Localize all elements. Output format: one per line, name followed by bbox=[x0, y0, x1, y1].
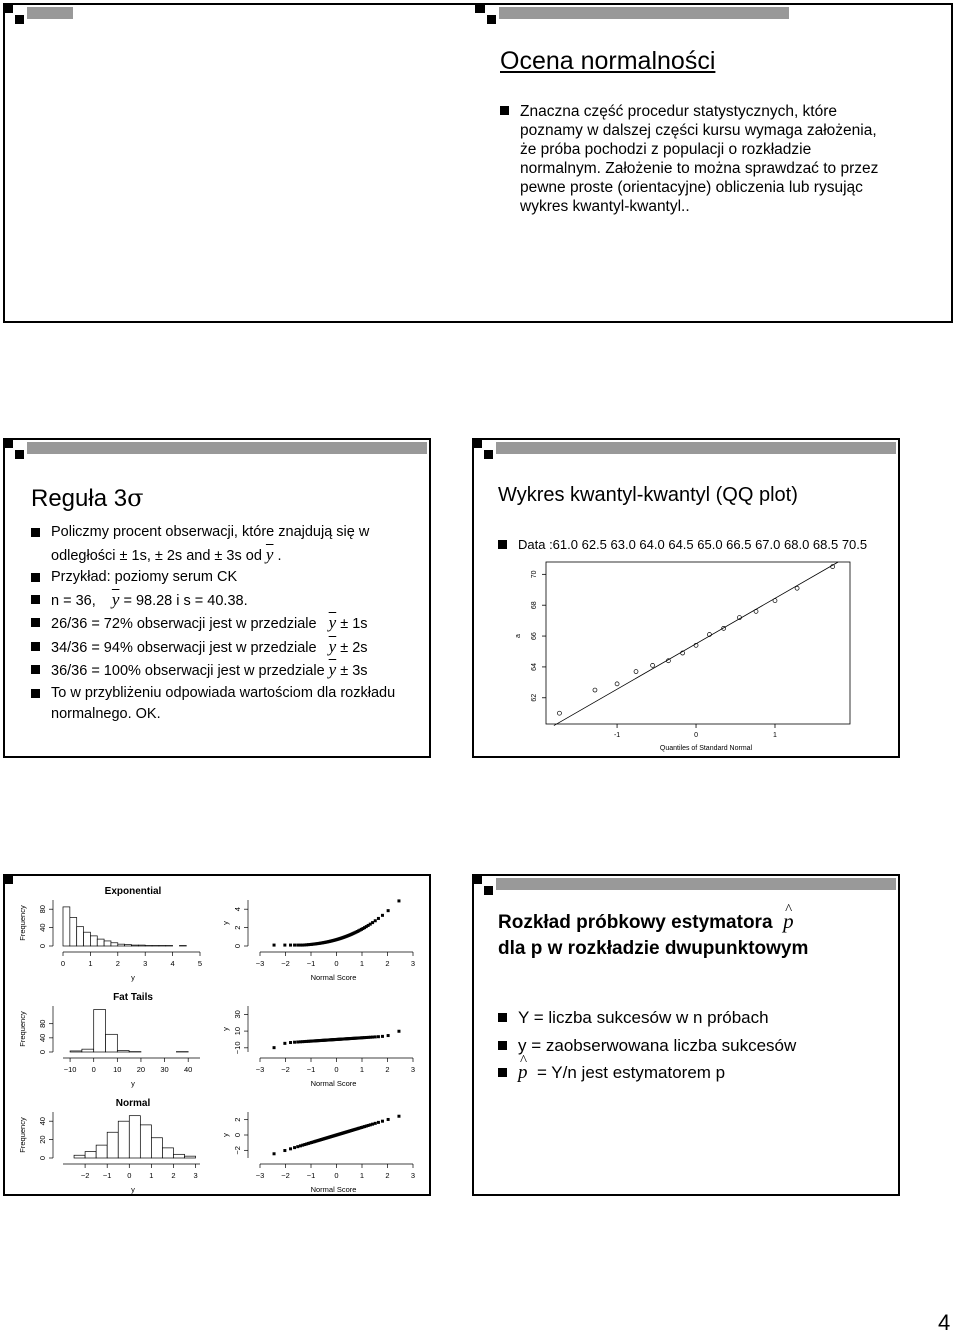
histogram-bar bbox=[84, 932, 91, 946]
x-axis-label: y bbox=[131, 1079, 135, 1088]
y-bar-symbol: $\overline{y}$ bbox=[328, 636, 337, 656]
y-axis-label: Frequency bbox=[18, 1011, 27, 1047]
slide-title: Ocena normalności bbox=[500, 47, 716, 75]
data-point bbox=[289, 1147, 292, 1150]
y-tick-label: 0 bbox=[38, 1155, 47, 1161]
x-axis-label: Normal Score bbox=[310, 1185, 357, 1194]
item-text: n = 36, bbox=[51, 592, 96, 609]
y-axis-label: Frequency bbox=[18, 1117, 27, 1153]
y-tick-label: 66 bbox=[531, 632, 538, 640]
y-tick-label: 0 bbox=[38, 943, 47, 949]
histogram-bar bbox=[85, 1152, 96, 1158]
list-item bbox=[31, 612, 421, 636]
y-tick-label: 20 bbox=[38, 1135, 47, 1144]
x-tick-label: −1 bbox=[306, 1065, 316, 1074]
histogram-bar bbox=[77, 927, 84, 946]
bullet-list bbox=[500, 102, 880, 216]
data-point bbox=[377, 917, 380, 920]
item-text: ± 1s bbox=[340, 616, 368, 632]
y-tick-label: 64 bbox=[531, 663, 538, 671]
slide-corner-decoration bbox=[475, 3, 545, 29]
x-tick-label: -1 bbox=[613, 732, 621, 739]
data-point bbox=[377, 1035, 380, 1038]
y-tick-label: −2 bbox=[233, 1146, 242, 1155]
y-tick-label: 80 bbox=[38, 1019, 47, 1028]
list-item: To w przybliżeniu odpowiada wartościom dla rozkładu normalnego. OK. bbox=[31, 683, 421, 726]
slide-5 bbox=[472, 874, 900, 1196]
histogram-bar bbox=[140, 1125, 151, 1158]
x-axis-label: Normal Score bbox=[310, 1079, 357, 1088]
x-tick-label: −3 bbox=[255, 1171, 265, 1180]
y-tick-label: 40 bbox=[38, 1033, 47, 1043]
y-tick-label: 10 bbox=[233, 1026, 242, 1036]
slide-corner-decoration bbox=[3, 3, 73, 29]
histogram-bar bbox=[118, 1121, 129, 1158]
list-item bbox=[31, 589, 421, 613]
histogram-bar bbox=[63, 907, 70, 946]
bullet-list bbox=[31, 522, 421, 726]
distribution-plots bbox=[5, 876, 429, 1194]
data-point bbox=[371, 1036, 374, 1039]
x-tick-label: −2 bbox=[281, 1171, 290, 1180]
data-point bbox=[381, 1035, 384, 1038]
data-point bbox=[273, 1152, 276, 1155]
x-tick-label: −1 bbox=[306, 959, 316, 968]
histogram-bar bbox=[129, 1116, 140, 1158]
histogram-bar bbox=[125, 945, 132, 946]
item-text: Policzmy procent obserwacji, które znajdują się w odległości ± 1s, ± 2s and ± 3s od bbox=[51, 524, 370, 564]
title-text: Reguła 3 bbox=[31, 485, 128, 512]
data-point bbox=[381, 914, 384, 917]
histogram-bar bbox=[82, 1049, 94, 1052]
qq-plot bbox=[514, 554, 864, 754]
slide-distribution-plots bbox=[3, 874, 431, 1196]
y-tick-label: 2 bbox=[233, 1117, 242, 1122]
data-point bbox=[387, 1034, 390, 1037]
slide-corner-decoration bbox=[3, 438, 73, 464]
item-text: 36/36 = 100% obserwacji jest w przedziale bbox=[51, 663, 325, 679]
data-point bbox=[296, 944, 299, 947]
x-tick-label: 4 bbox=[170, 959, 175, 968]
item-text: ± 3s bbox=[340, 663, 368, 679]
data-point bbox=[634, 670, 638, 674]
item-text: 34/36 = 94% obserwacji jest w przedziale bbox=[51, 639, 317, 656]
histogram-bar bbox=[132, 945, 139, 946]
page-number: 4 bbox=[938, 1310, 951, 1335]
item-text: 26/36 = 72% obserwacji jest w przedziale bbox=[51, 616, 317, 632]
list-item bbox=[31, 522, 421, 567]
y-tick-label: 68 bbox=[531, 601, 538, 610]
x-tick-label: 1 bbox=[773, 732, 777, 739]
list-item bbox=[31, 659, 421, 683]
list-item: Data :61.0 62.5 63.0 64.0 64.5 65.0 66.5 67.0 68.0 68.5 70.5 bbox=[498, 536, 878, 554]
data-point bbox=[377, 1121, 380, 1124]
histogram-bar bbox=[117, 1051, 129, 1052]
x-tick-label: 1 bbox=[359, 1065, 365, 1074]
x-tick-label: −2 bbox=[80, 1171, 90, 1180]
data-point bbox=[557, 711, 561, 715]
data-point bbox=[615, 682, 619, 686]
data-point bbox=[374, 1122, 377, 1125]
histogram-bar bbox=[173, 1154, 184, 1158]
y-tick-label: 70 bbox=[531, 570, 538, 579]
data-point bbox=[283, 944, 286, 947]
y-bar-symbol: $\overline{y}$ bbox=[111, 589, 120, 609]
p-hat-symbol: p ^ bbox=[518, 1059, 528, 1087]
data-point bbox=[293, 944, 296, 947]
data-point bbox=[397, 899, 400, 902]
data-point bbox=[289, 1041, 292, 1044]
y-axis-label: y bbox=[221, 921, 230, 925]
y-tick-label: −10 bbox=[233, 1041, 242, 1055]
x-tick-label: 3 bbox=[143, 959, 148, 968]
histogram-title: Fat Tails bbox=[113, 992, 153, 1003]
y-axis-label: y bbox=[221, 1027, 230, 1031]
y-tick-label: 30 bbox=[233, 1010, 242, 1019]
y-tick-label: 80 bbox=[38, 905, 47, 914]
x-tick-label: 0 bbox=[60, 959, 66, 968]
slide-title bbox=[31, 484, 143, 513]
data-point bbox=[795, 586, 799, 590]
x-tick-label: 0 bbox=[127, 1171, 132, 1180]
title-line-2: dla p w rozkładzie dwupunktowym bbox=[498, 938, 809, 959]
x-axis-label: Normal Score bbox=[310, 973, 357, 982]
distribution-row bbox=[18, 992, 415, 1088]
distribution-row bbox=[18, 1098, 415, 1194]
x-tick-label: 0 bbox=[334, 1065, 339, 1074]
x-tick-label: 0 bbox=[334, 959, 339, 968]
x-tick-label: −2 bbox=[281, 1065, 290, 1074]
data-point bbox=[371, 1123, 374, 1126]
x-tick-label: 1 bbox=[88, 959, 93, 968]
histogram-bar bbox=[111, 943, 118, 946]
slide-3 bbox=[3, 438, 431, 758]
data-point bbox=[773, 599, 777, 603]
histogram-bar bbox=[118, 944, 125, 946]
histogram-bar bbox=[151, 1138, 162, 1158]
histogram-bar bbox=[96, 1145, 107, 1158]
x-axis-label: y bbox=[131, 973, 135, 982]
histogram-bar bbox=[70, 917, 77, 946]
x-tick-label: 10 bbox=[113, 1065, 122, 1074]
y-tick-label: 0 bbox=[38, 1049, 47, 1055]
y-tick-label: 4 bbox=[233, 907, 242, 912]
slide-corner-decoration bbox=[472, 874, 542, 900]
y-tick-label: 62 bbox=[531, 693, 538, 702]
data-point bbox=[374, 919, 377, 922]
x-tick-label: 30 bbox=[160, 1065, 169, 1074]
x-tick-label: 3 bbox=[410, 1171, 416, 1180]
data-point bbox=[273, 944, 276, 947]
list-item bbox=[31, 636, 421, 660]
x-tick-label: −1 bbox=[102, 1171, 112, 1180]
histogram-title: Normal bbox=[115, 1098, 151, 1109]
bullet-list bbox=[498, 1004, 888, 1087]
x-tick-label: 2 bbox=[385, 1171, 390, 1180]
distribution-row bbox=[18, 886, 415, 982]
x-tick-label: 1 bbox=[359, 1171, 365, 1180]
y-axis-label: a bbox=[515, 634, 522, 638]
x-tick-label: 3 bbox=[410, 1065, 416, 1074]
item-text: ± 2s bbox=[340, 639, 368, 656]
data-point bbox=[273, 1046, 276, 1049]
data-point bbox=[371, 921, 374, 924]
data-point bbox=[397, 1030, 400, 1033]
data-point bbox=[283, 1149, 286, 1152]
histogram-bar bbox=[138, 945, 145, 946]
x-tick-label: −3 bbox=[255, 959, 265, 968]
y-bar-symbol: $\overline{y}$ bbox=[328, 660, 337, 679]
x-tick-label: −1 bbox=[306, 1171, 316, 1180]
histogram-bar bbox=[74, 1155, 85, 1158]
x-tick-label: 2 bbox=[385, 1065, 390, 1074]
y-bar-symbol: $\overline{y}$ bbox=[328, 613, 337, 632]
list-item: Znaczna część procedur statystycznych, które poznamy w dalszej części kursu wymaga założenia, że próba pochodzi z populacji o rozkładzie normalnym. Założenie to można sprawdzać to przez pewne proste (orientacyjne) obliczenia lub rysując wykres kwantyl-kwantyl.. bbox=[500, 102, 880, 216]
x-tick-label: 0 bbox=[334, 1171, 339, 1180]
x-tick-label: 1 bbox=[359, 959, 365, 968]
x-tick-label: −2 bbox=[281, 959, 290, 968]
x-tick-label: 40 bbox=[184, 1065, 193, 1074]
data-point bbox=[289, 944, 292, 947]
title-line-1: Rozkład próbkowy estymatora bbox=[498, 912, 773, 933]
slide-title bbox=[498, 908, 808, 962]
slide-title: Wykres kwantyl-kwantyl (QQ plot) bbox=[498, 484, 798, 506]
histogram-bar bbox=[104, 941, 111, 946]
y-tick-label: 0 bbox=[233, 943, 242, 949]
data-point bbox=[381, 1120, 384, 1123]
data-point bbox=[374, 1035, 377, 1038]
x-tick-label: −10 bbox=[63, 1065, 77, 1074]
x-tick-label: 2 bbox=[385, 959, 390, 968]
data-point bbox=[387, 1118, 390, 1121]
item-text: = Y/n jest estymatorem p bbox=[536, 1063, 726, 1082]
y-bar-symbol: $\overline{y}$ bbox=[265, 544, 274, 564]
data-point bbox=[651, 663, 655, 667]
list-item: Przykład: poziomy serum CK bbox=[31, 567, 421, 589]
slide-1 bbox=[3, 3, 953, 323]
histogram-bar bbox=[97, 939, 104, 946]
data-point bbox=[296, 1040, 299, 1043]
data-point bbox=[593, 688, 597, 692]
x-axis-label: Quantiles of Standard Normal bbox=[659, 745, 753, 752]
data-point bbox=[283, 1042, 286, 1045]
slide-corner-decoration bbox=[472, 438, 542, 464]
x-tick-label: −3 bbox=[255, 1065, 265, 1074]
y-tick-label: 0 bbox=[233, 1132, 242, 1138]
list-item: Y = liczba sukcesów w n próbach bbox=[498, 1004, 888, 1032]
histogram-bar bbox=[70, 1051, 82, 1052]
list-item: y = zaobserwowana liczba sukcesów bbox=[498, 1032, 888, 1060]
histogram-bar bbox=[162, 1148, 173, 1158]
x-tick-label: 0 bbox=[91, 1065, 96, 1074]
y-tick-label: 40 bbox=[38, 923, 47, 932]
x-axis-label: y bbox=[131, 1185, 135, 1194]
histogram-bar bbox=[107, 1132, 118, 1158]
histogram-bar bbox=[90, 936, 97, 946]
histogram-bar bbox=[185, 1156, 196, 1158]
data-point bbox=[296, 1145, 299, 1148]
bullet-list bbox=[498, 536, 878, 554]
x-tick-label: 0 bbox=[694, 732, 698, 739]
item-text: = 98.28 i s = 40.38. bbox=[123, 592, 248, 609]
x-tick-label: 20 bbox=[136, 1065, 146, 1074]
histogram-bar bbox=[106, 1034, 118, 1052]
y-axis-label: Frequency bbox=[18, 905, 27, 941]
sigma-symbol: σ bbox=[127, 484, 144, 512]
histogram-title: Exponential bbox=[104, 886, 162, 897]
y-tick-label: 40 bbox=[38, 1117, 47, 1126]
x-tick-label: 2 bbox=[171, 1171, 176, 1180]
item-text: . bbox=[277, 547, 282, 564]
x-tick-label: 3 bbox=[193, 1171, 198, 1180]
data-point bbox=[387, 909, 390, 912]
data-point bbox=[397, 1115, 400, 1118]
y-tick-label: 2 bbox=[233, 925, 242, 930]
data-point bbox=[293, 1146, 296, 1149]
list-item bbox=[498, 1059, 888, 1087]
histogram-bar bbox=[94, 1010, 106, 1052]
x-tick-label: 2 bbox=[115, 959, 120, 968]
slide-4 bbox=[472, 438, 900, 758]
x-tick-label: 3 bbox=[410, 959, 416, 968]
data-point bbox=[754, 609, 758, 613]
p-hat-symbol: p ^ bbox=[783, 908, 794, 934]
data-point bbox=[293, 1041, 296, 1044]
x-tick-label: 1 bbox=[149, 1171, 154, 1180]
y-axis-label: y bbox=[221, 1133, 230, 1137]
x-tick-label: 5 bbox=[197, 959, 203, 968]
